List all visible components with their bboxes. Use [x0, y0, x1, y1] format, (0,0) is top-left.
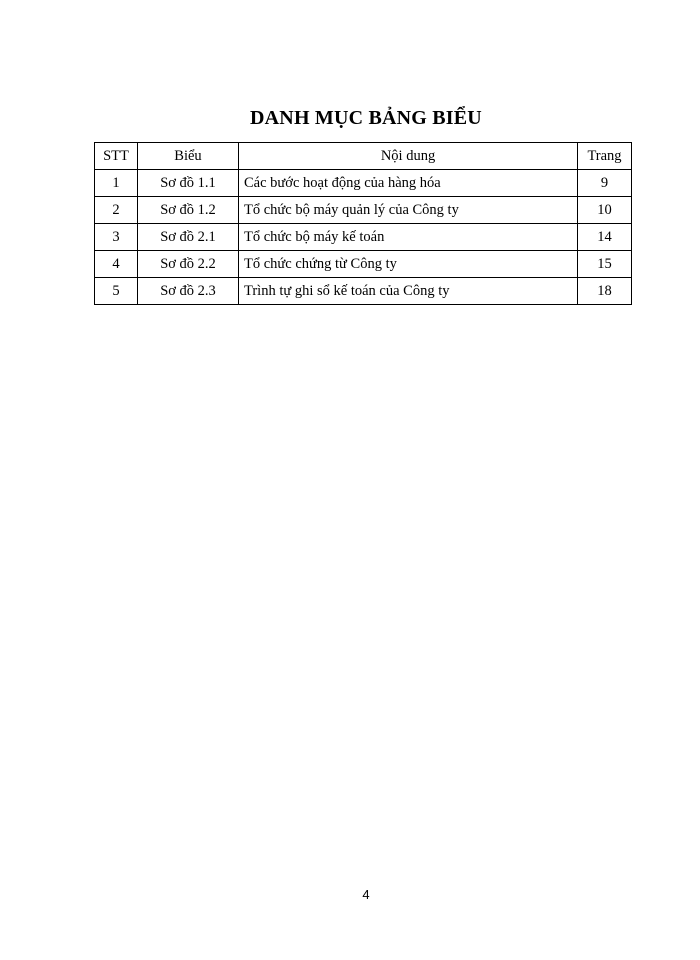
table-row [95, 224, 632, 251]
table-row [95, 251, 632, 278]
cell-stt: 4 [95, 251, 138, 278]
cell-noi-dung: Tổ chức chứng từ Công ty [239, 251, 578, 278]
cell-noi-dung: Tổ chức bộ máy quản lý của Công ty [239, 197, 578, 224]
column-header-stt: STT [95, 143, 138, 170]
cell-bieu: Sơ đồ 2.1 [138, 224, 239, 251]
column-header-bieu: Biểu [138, 143, 239, 170]
column-header-trang: Trang [578, 143, 632, 170]
cell-trang: 15 [578, 251, 632, 278]
column-header-noi-dung: Nội dung [239, 143, 578, 170]
cell-stt: 3 [95, 224, 138, 251]
table-row [95, 197, 632, 224]
cell-bieu: Sơ đồ 2.3 [138, 278, 239, 305]
cell-trang: 14 [578, 224, 632, 251]
table-row [95, 170, 632, 197]
cell-stt: 1 [95, 170, 138, 197]
cell-stt: 5 [95, 278, 138, 305]
cell-trang: 18 [578, 278, 632, 305]
page-title: DANH MỤC BẢNG BIỂU [250, 107, 482, 129]
cell-noi-dung: Tổ chức bộ máy kế toán [239, 224, 578, 251]
cell-noi-dung: Trình tự ghi sổ kế toán của Công ty [239, 278, 578, 305]
cell-stt: 2 [95, 197, 138, 224]
cell-trang: 10 [578, 197, 632, 224]
cell-bieu: Sơ đồ 2.2 [138, 251, 239, 278]
cell-bieu: Sơ đồ 1.2 [138, 197, 239, 224]
cell-bieu: Sơ đồ 1.1 [138, 170, 239, 197]
cell-trang: 9 [578, 170, 632, 197]
table-row [95, 278, 632, 305]
page-number: 4 [362, 887, 370, 902]
list-of-tables [94, 142, 632, 305]
table-header-row [95, 143, 632, 170]
cell-noi-dung: Các bước hoạt động của hàng hóa [239, 170, 578, 197]
